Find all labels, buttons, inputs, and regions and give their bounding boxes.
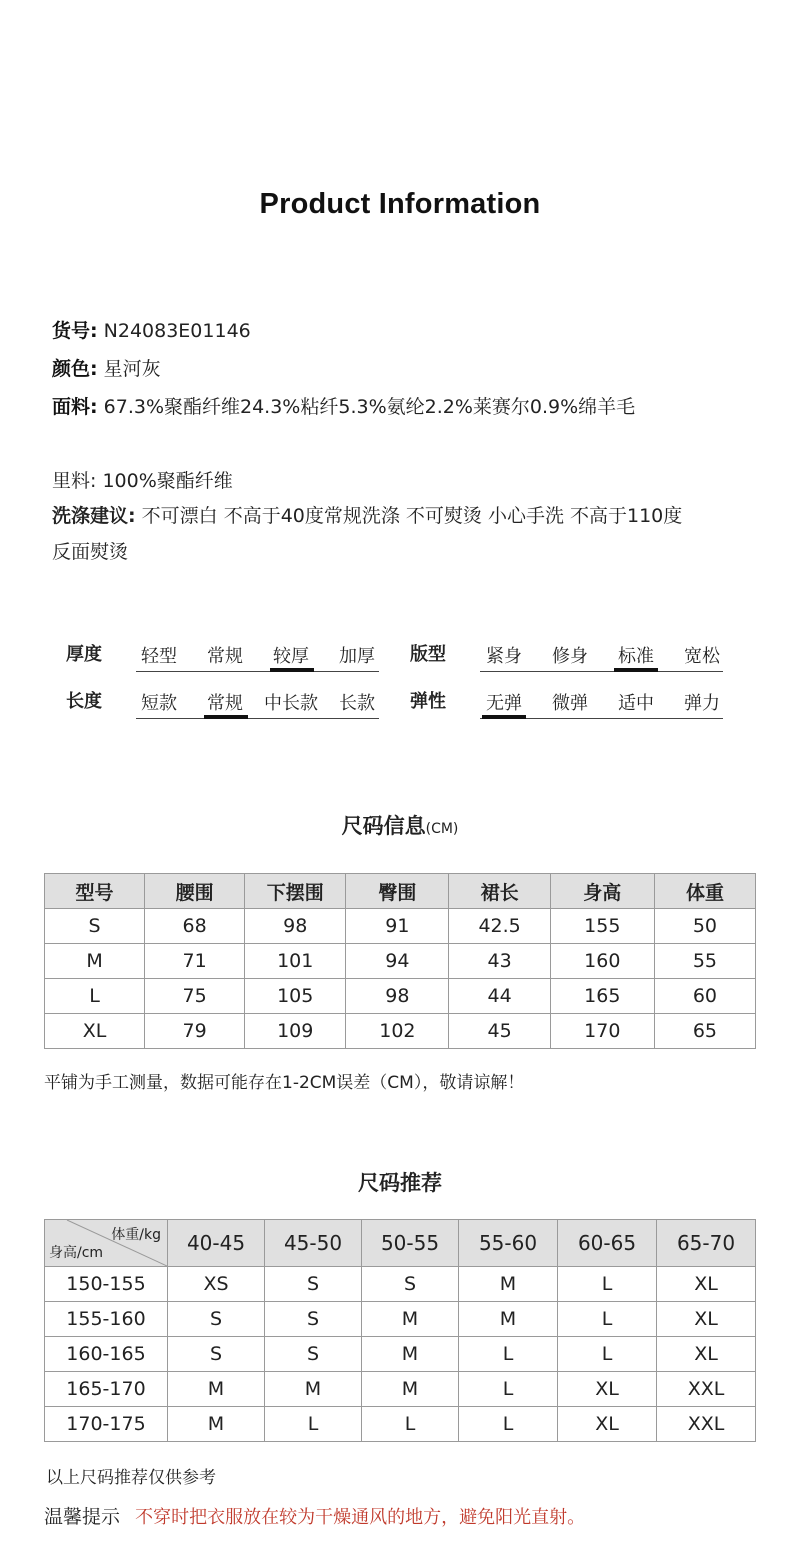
table-cell: 155 bbox=[550, 909, 654, 944]
table-cell: XL bbox=[45, 1014, 145, 1049]
elasticity-option: 弹力 bbox=[684, 693, 720, 714]
table-cell: 75 bbox=[145, 979, 245, 1014]
table-row bbox=[45, 1372, 756, 1407]
height-range-cell: 150-155 bbox=[45, 1267, 168, 1302]
elasticity-selected-marker bbox=[482, 715, 526, 719]
table-cell: S bbox=[265, 1302, 362, 1337]
table-header-cell: 臀围 bbox=[346, 874, 449, 909]
table-row bbox=[45, 979, 756, 1014]
height-range-cell: 160-165 bbox=[45, 1337, 168, 1372]
length-option: 长款 bbox=[339, 693, 375, 714]
wash-value-line1: 不可漂白 不高于40度常规洗涤 不可熨烫 小心手洗 不高于110度 bbox=[135, 505, 683, 527]
corner-header-cell bbox=[45, 1220, 168, 1267]
measurement-note: 平铺为手工测量，数据可能存在1-2CM误差（CM），敬请谅解！ bbox=[44, 1073, 525, 1093]
table-row bbox=[45, 1302, 756, 1337]
table-cell: L bbox=[459, 1372, 558, 1407]
table-cell: 101 bbox=[245, 944, 346, 979]
table-cell: 71 bbox=[145, 944, 245, 979]
fabric-row bbox=[52, 393, 635, 421]
table-cell: 94 bbox=[346, 944, 449, 979]
size-recommend-title: 尺码推荐 bbox=[358, 1171, 442, 1195]
wash-value-line2: 反面熨烫 bbox=[52, 541, 129, 563]
table-cell: M bbox=[362, 1302, 459, 1337]
care-tip-text: 不穿时把衣服放在较为干燥通风的地方，避免阳光直射。 bbox=[135, 1507, 586, 1528]
table-cell: XXL bbox=[657, 1372, 756, 1407]
elasticity-option: 微弹 bbox=[552, 693, 588, 714]
wash-label: 洗涤建议: bbox=[52, 505, 136, 527]
thickness-selected-marker bbox=[270, 668, 314, 672]
table-header-cell: 体重 bbox=[654, 874, 755, 909]
table-header-cell: 下摆围 bbox=[245, 874, 346, 909]
length-scale-line bbox=[136, 718, 379, 719]
table-cell: M bbox=[362, 1372, 459, 1407]
table-cell: 170 bbox=[550, 1014, 654, 1049]
table-header-cell: 裙长 bbox=[449, 874, 550, 909]
table-cell: S bbox=[168, 1337, 265, 1372]
height-range-cell: 165-170 bbox=[45, 1372, 168, 1407]
table-header-cell: 型号 bbox=[45, 874, 145, 909]
length-option: 常规 bbox=[207, 693, 243, 714]
table-header-row bbox=[45, 1220, 756, 1267]
table-cell: L bbox=[265, 1407, 362, 1442]
table-row bbox=[45, 1267, 756, 1302]
fit-option: 修身 bbox=[552, 646, 588, 667]
table-header-cell: 腰围 bbox=[145, 874, 245, 909]
fabric-label: 面料: bbox=[52, 396, 98, 418]
page-title: Product Information bbox=[259, 188, 541, 220]
table-cell: 160 bbox=[550, 944, 654, 979]
care-tip bbox=[44, 1502, 585, 1529]
table-cell: M bbox=[168, 1372, 265, 1407]
table-cell: XL bbox=[657, 1302, 756, 1337]
table-header-cell: 身高 bbox=[550, 874, 654, 909]
table-cell: S bbox=[265, 1337, 362, 1372]
care-tip-label: 温馨提示 bbox=[44, 1506, 121, 1528]
fit-scale-line bbox=[480, 671, 723, 672]
weight-header-cell: 50-55 bbox=[362, 1220, 459, 1267]
thickness-scale-line bbox=[136, 671, 379, 672]
elasticity-option: 适中 bbox=[618, 693, 654, 714]
corner-height-label: 身高/cm bbox=[49, 1245, 104, 1261]
fit-label: 版型 bbox=[410, 644, 446, 665]
table-cell: XL bbox=[558, 1407, 657, 1442]
table-cell: M bbox=[459, 1267, 558, 1302]
table-cell: 105 bbox=[245, 979, 346, 1014]
weight-header-cell: 65-70 bbox=[657, 1220, 756, 1267]
table-cell: XS bbox=[168, 1267, 265, 1302]
table-cell: 45 bbox=[449, 1014, 550, 1049]
table-cell: S bbox=[168, 1302, 265, 1337]
fit-option: 宽松 bbox=[684, 646, 720, 667]
table-cell: L bbox=[558, 1337, 657, 1372]
table-cell: XL bbox=[558, 1372, 657, 1407]
table-row bbox=[45, 1014, 756, 1049]
table-cell: 79 bbox=[145, 1014, 245, 1049]
table-cell: 98 bbox=[346, 979, 449, 1014]
table-cell: 60 bbox=[654, 979, 755, 1014]
elasticity-label: 弹性 bbox=[410, 691, 446, 712]
table-row bbox=[45, 1337, 756, 1372]
weight-header-cell: 55-60 bbox=[459, 1220, 558, 1267]
height-range-cell: 170-175 bbox=[45, 1407, 168, 1442]
color-value: 星河灰 bbox=[97, 358, 161, 380]
table-cell: 98 bbox=[245, 909, 346, 944]
color-label: 颜色: bbox=[52, 358, 98, 380]
table-row bbox=[45, 944, 756, 979]
size-recommend-table bbox=[44, 1219, 756, 1442]
lining-row: 里料: 100%聚酯纤维 bbox=[52, 470, 233, 492]
size-info-unit: (CM) bbox=[425, 821, 459, 837]
thickness-option: 常规 bbox=[207, 646, 243, 667]
weight-header-cell: 60-65 bbox=[558, 1220, 657, 1267]
table-cell: L bbox=[558, 1302, 657, 1337]
table-cell: 91 bbox=[346, 909, 449, 944]
table-cell: 55 bbox=[654, 944, 755, 979]
item-number-value: N24083E01146 bbox=[97, 320, 251, 342]
table-cell: XXL bbox=[657, 1407, 756, 1442]
weight-header-cell: 40-45 bbox=[168, 1220, 265, 1267]
fit-option: 标准 bbox=[618, 646, 654, 667]
color-row bbox=[52, 355, 161, 383]
table-cell: M bbox=[265, 1372, 362, 1407]
table-cell: XL bbox=[657, 1337, 756, 1372]
fabric-value: 67.3%聚酯纤维24.3%粘纤5.3%氨纶2.2%莱赛尔0.9%绵羊毛 bbox=[97, 396, 636, 418]
item-number-row bbox=[52, 317, 251, 345]
size-info-title bbox=[0, 810, 800, 840]
table-cell: L bbox=[459, 1337, 558, 1372]
size-info-table bbox=[44, 873, 756, 1049]
fit-selected-marker bbox=[614, 668, 658, 672]
height-range-cell: 155-160 bbox=[45, 1302, 168, 1337]
elasticity-option: 无弹 bbox=[486, 693, 522, 714]
table-row bbox=[45, 909, 756, 944]
table-cell: S bbox=[265, 1267, 362, 1302]
table-cell: 44 bbox=[449, 979, 550, 1014]
table-cell: 43 bbox=[449, 944, 550, 979]
wash-row bbox=[52, 498, 772, 570]
table-cell: M bbox=[459, 1302, 558, 1337]
table-cell: 42.5 bbox=[449, 909, 550, 944]
length-label: 长度 bbox=[66, 691, 102, 712]
table-cell: M bbox=[45, 944, 145, 979]
thickness-option: 较厚 bbox=[273, 646, 309, 667]
thickness-option: 加厚 bbox=[339, 646, 375, 667]
table-cell: L bbox=[45, 979, 145, 1014]
corner-weight-label: 体重/kg bbox=[111, 1227, 161, 1243]
recommend-note: 以上尺码推荐仅供参考 bbox=[46, 1468, 216, 1488]
table-header-row bbox=[45, 874, 756, 909]
fit-option: 紧身 bbox=[486, 646, 522, 667]
table-cell: S bbox=[362, 1267, 459, 1302]
weight-header-cell: 45-50 bbox=[265, 1220, 362, 1267]
table-cell: L bbox=[362, 1407, 459, 1442]
length-selected-marker bbox=[204, 715, 248, 719]
table-cell: M bbox=[362, 1337, 459, 1372]
thickness-label: 厚度 bbox=[66, 644, 102, 665]
table-cell: 65 bbox=[654, 1014, 755, 1049]
table-row bbox=[45, 1407, 756, 1442]
table-cell: M bbox=[168, 1407, 265, 1442]
table-cell: L bbox=[558, 1267, 657, 1302]
table-cell: S bbox=[45, 909, 145, 944]
table-cell: XL bbox=[657, 1267, 756, 1302]
item-number-label: 货号: bbox=[52, 320, 98, 342]
table-cell: 109 bbox=[245, 1014, 346, 1049]
length-option: 短款 bbox=[141, 693, 177, 714]
table-cell: 50 bbox=[654, 909, 755, 944]
thickness-option: 轻型 bbox=[141, 646, 177, 667]
size-info-title-text: 尺码信息 bbox=[341, 814, 426, 838]
length-option: 中长款 bbox=[264, 693, 318, 714]
table-cell: 102 bbox=[346, 1014, 449, 1049]
table-cell: 68 bbox=[145, 909, 245, 944]
table-cell: L bbox=[459, 1407, 558, 1442]
table-cell: 165 bbox=[550, 979, 654, 1014]
